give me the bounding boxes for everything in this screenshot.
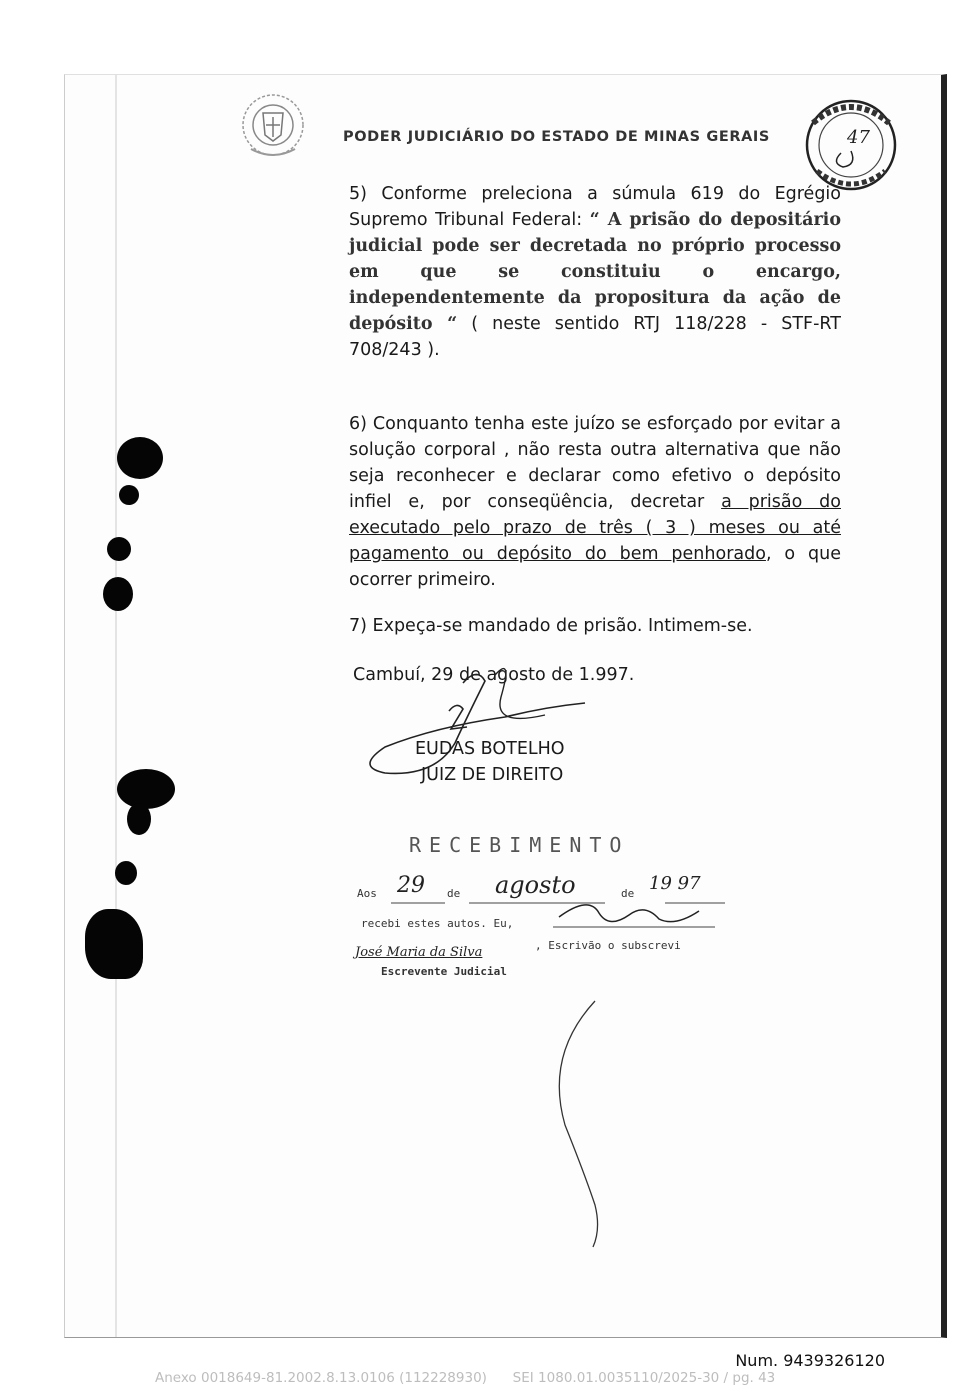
punch-hole: [103, 577, 133, 611]
institution-header: PODER JUDICIÁRIO DO ESTADO DE MINAS GERAIS: [343, 129, 770, 145]
coat-of-arms-icon: [233, 91, 313, 163]
punch-hole: [119, 485, 139, 505]
punch-hole: [85, 909, 143, 979]
paragraph-6-tail: , o que ocorrer primeiro.: [349, 544, 841, 590]
receipt-heading: RECEBIMENTO: [409, 833, 630, 857]
receipt-line-2: recebi estes autos. Eu,: [361, 917, 514, 930]
receipt-aos-label: Aos: [357, 887, 377, 900]
punch-hole: [127, 803, 151, 835]
paragraph-5: [349, 181, 841, 363]
punch-hole: [117, 437, 163, 479]
receipt-de-label-2: de: [621, 887, 635, 900]
paragraph-5-intro: 5) Conforme preleciona a súmula 619 do Egrégio Supremo Tribunal Federal:: [349, 184, 841, 230]
paragraph-6-decision: a prisão do executado pelo prazo de três ( 3 ) meses ou até pagamento ou depósito do bem penhorado: [349, 492, 841, 564]
paragraph-7: [349, 613, 841, 639]
punch-hole: [117, 769, 175, 809]
paragraph-7-text: 7) Expeça-se mandado de prisão. Intimem-se.: [349, 616, 753, 636]
punch-hole: [115, 861, 137, 885]
annex-footer: Anexo 0018649-81.2002.8.13.0106 (112228930) SEI 1080.01.0035110/2025-30 / pg. 43: [155, 1370, 776, 1386]
clerk-signature-icon: [549, 891, 719, 935]
sumula-quote: “ A prisão do depositário judicial pode ser decretada no próprio processo em que se constituiu o encargo, independentemente da propositura da ação de depósito “: [349, 210, 841, 334]
page-fold-line: [115, 75, 117, 1337]
date-line: Cambuí, 29 de agosto de 1.997.: [353, 665, 635, 685]
receipt-month: agosto: [495, 871, 576, 899]
clerk-name: José Maria da Silva: [355, 945, 483, 960]
receipt-day: 29: [397, 873, 425, 898]
paragraph-6: [349, 411, 841, 593]
stamp-folio-number: 47: [847, 127, 870, 148]
document-number: Num. 9439326120: [735, 1351, 885, 1370]
pen-stroke-icon: [535, 995, 645, 1255]
paragraph-5-reference: ( neste sentido RTJ 118/228 - STF-RT 708/243 ).: [349, 314, 841, 360]
receipt-year: 19 97: [649, 873, 701, 894]
scanned-page: [64, 74, 947, 1338]
judge-name: EUDAS BOTELHO: [415, 739, 565, 759]
paragraph-6-text: 6) Conquanto tenha este juízo se esforçado por evitar a solução corporal , não resta outra alternativa que não seja reconhecer e declarar como efetivo o depósito infiel e, por conseqüência, decretar: [349, 414, 841, 512]
punch-hole: [107, 537, 131, 561]
judge-title: JUIZ DE DIREITO: [421, 765, 564, 785]
court-stamp-icon: [791, 93, 911, 193]
receipt-line-3: , Escrivão o subscrevi: [535, 939, 681, 952]
receipt-de-label: de: [447, 887, 461, 900]
clerk-title: Escrevente Judicial: [381, 965, 507, 978]
